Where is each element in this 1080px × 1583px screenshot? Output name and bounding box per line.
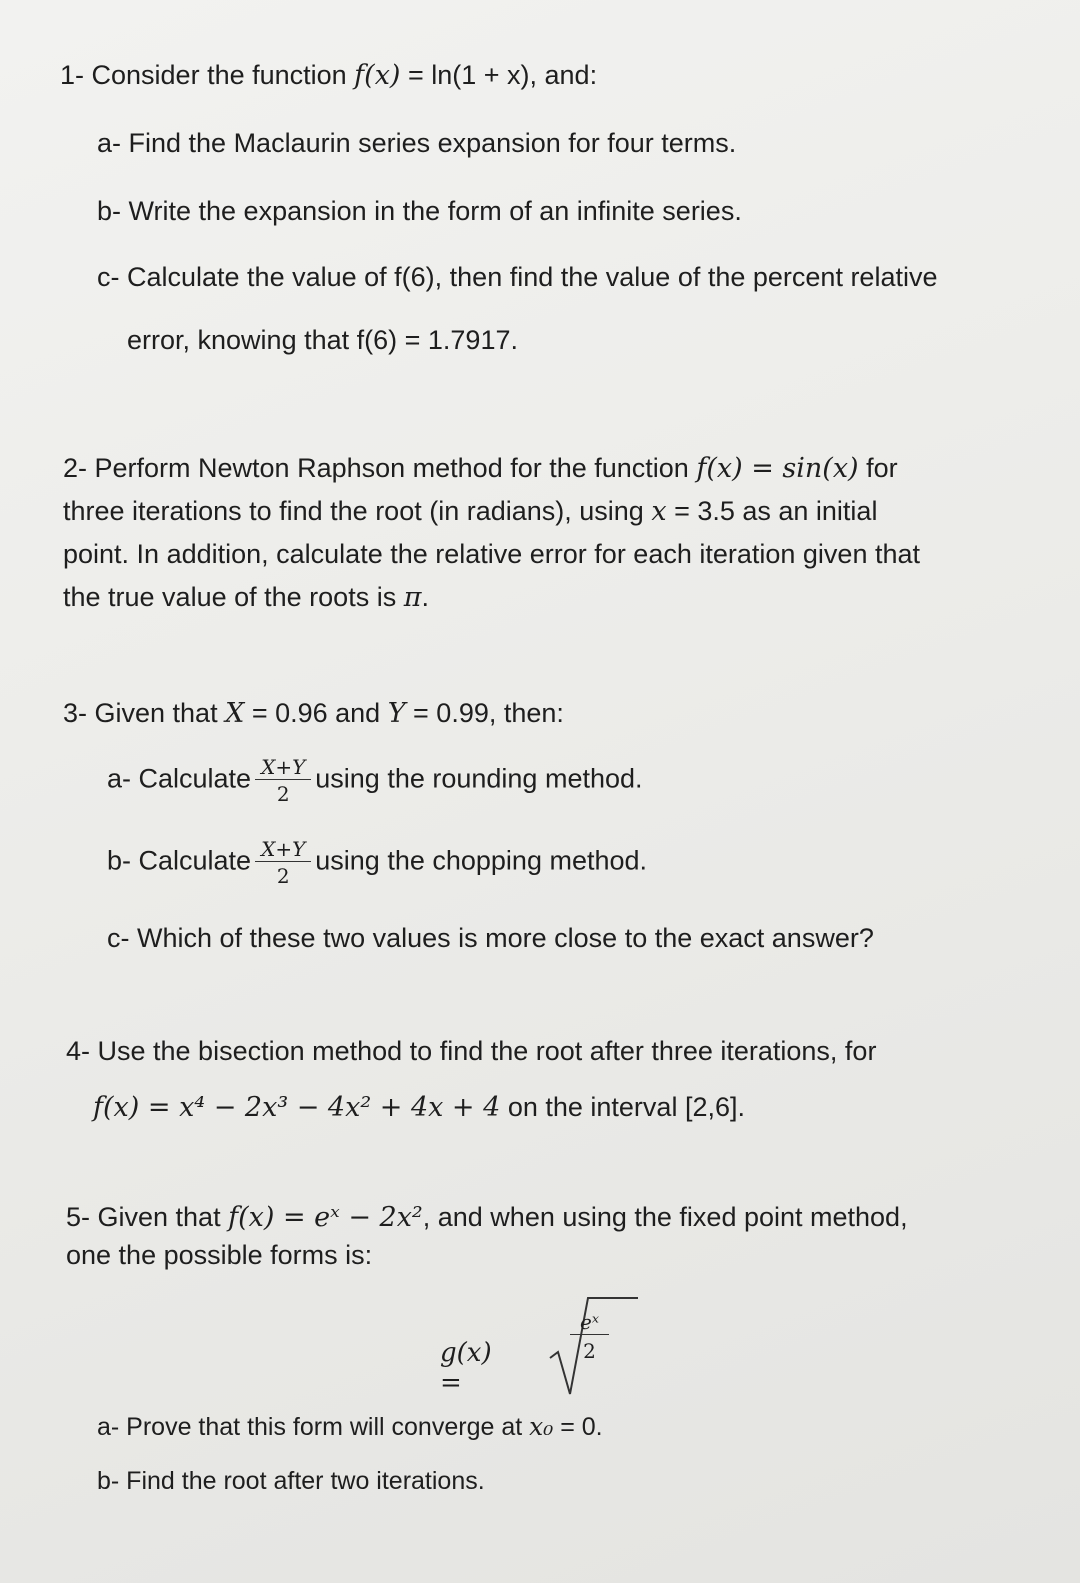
q2-line1 (63, 453, 898, 484)
fraction-denominator: 2 (255, 861, 311, 888)
q2-variable: x (651, 496, 667, 527)
q5-part-a (97, 1412, 603, 1442)
q5-a-text: a- Prove that this form will converge at (97, 1413, 530, 1441)
q1-function: f(x) (354, 60, 401, 91)
q4-function: f(x) = x⁴ − 2x³ − 4x² + 4x + 4 (93, 1092, 501, 1123)
q3-a-fraction (255, 755, 311, 806)
q1-equation: = ln(1 + x), and: (400, 60, 598, 90)
q3-b-fraction (255, 837, 311, 888)
q1-part-b: b- Write the expansion in the form of an infinite series. (97, 196, 742, 226)
fraction-numerator: X+Y (261, 837, 306, 861)
q4-line1: 4- Use the bisection method to find the root after three iterations, for (66, 1036, 877, 1066)
q2-line1-text: 2- Perform Newton Raphson method for the function (63, 453, 697, 483)
fraction-numerator: X+Y (261, 755, 306, 779)
q3-x-variable: X (225, 698, 245, 729)
q3-x-value: = 0.96 and (244, 698, 388, 728)
q5-line1-suffix: , and when using the fixed point method, (422, 1202, 908, 1232)
q2-line2 (63, 496, 877, 527)
q5-function: f(x) = eˣ − 2x² (228, 1202, 423, 1233)
q2-line3: point. In addition, calculate the relative error for each iteration given that (63, 539, 920, 569)
radicand-denominator: 2 (570, 1334, 609, 1363)
q3-stem (63, 698, 564, 729)
q2-line2-text: three iterations to find the root (in radians), using (63, 496, 652, 526)
q5-line1-text: 5- Given that (66, 1202, 229, 1232)
q1-part-c-line2: error, knowing that f(6) = 1.7917. (127, 325, 518, 355)
q2-line4 (63, 582, 429, 613)
q2-pi: π (403, 582, 422, 613)
q5-x0: x₀ (529, 1412, 554, 1441)
q5-radicand (570, 1310, 609, 1363)
q5-line2: one the possible forms is: (66, 1240, 373, 1270)
fraction-denominator: 2 (255, 779, 311, 806)
q1-stem (60, 60, 597, 91)
q2-line1-suffix: for (858, 453, 898, 483)
q3-b-label: b- Calculate (107, 845, 252, 876)
q1-part-c-line1: c- Calculate the value of f(6), then find the value of the percent relative (97, 262, 938, 292)
q2-line4-suffix: . (421, 582, 429, 612)
q3-a-label: a- Calculate (107, 763, 252, 794)
q5-a-suffix: = 0. (553, 1413, 603, 1441)
q2-line4-text: the true value of the roots is (63, 582, 404, 612)
q4-line2 (93, 1092, 745, 1123)
q3-y-value: = 0.99, then: (405, 698, 564, 728)
q3-part-b (107, 837, 647, 888)
q3-y-variable: Y (387, 698, 406, 729)
q5-line1 (66, 1202, 908, 1233)
q2-function: f(x) = sin(x) (696, 453, 859, 484)
q5-part-b: b- Find the root after two iterations. (97, 1467, 485, 1495)
q2-line2-suffix: = 3.5 as an initial (666, 496, 878, 526)
q3-b-text: using the chopping method. (315, 845, 648, 876)
q1-stem-text: 1- Consider the function (60, 60, 355, 90)
q5-g-label: g(x) = (440, 1338, 492, 1398)
q3-a-text: using the rounding method. (315, 763, 643, 794)
q3-part-a (107, 755, 643, 806)
q4-interval: on the interval [2,6]. (500, 1092, 745, 1122)
q3-part-c: c- Which of these two values is more close to the exact answer? (107, 923, 874, 953)
radicand-numerator: eˣ (580, 1310, 599, 1334)
q3-stem-text: 3- Given that (63, 698, 226, 728)
q1-part-a: a- Find the Maclaurin series expansion for four terms. (97, 128, 737, 158)
